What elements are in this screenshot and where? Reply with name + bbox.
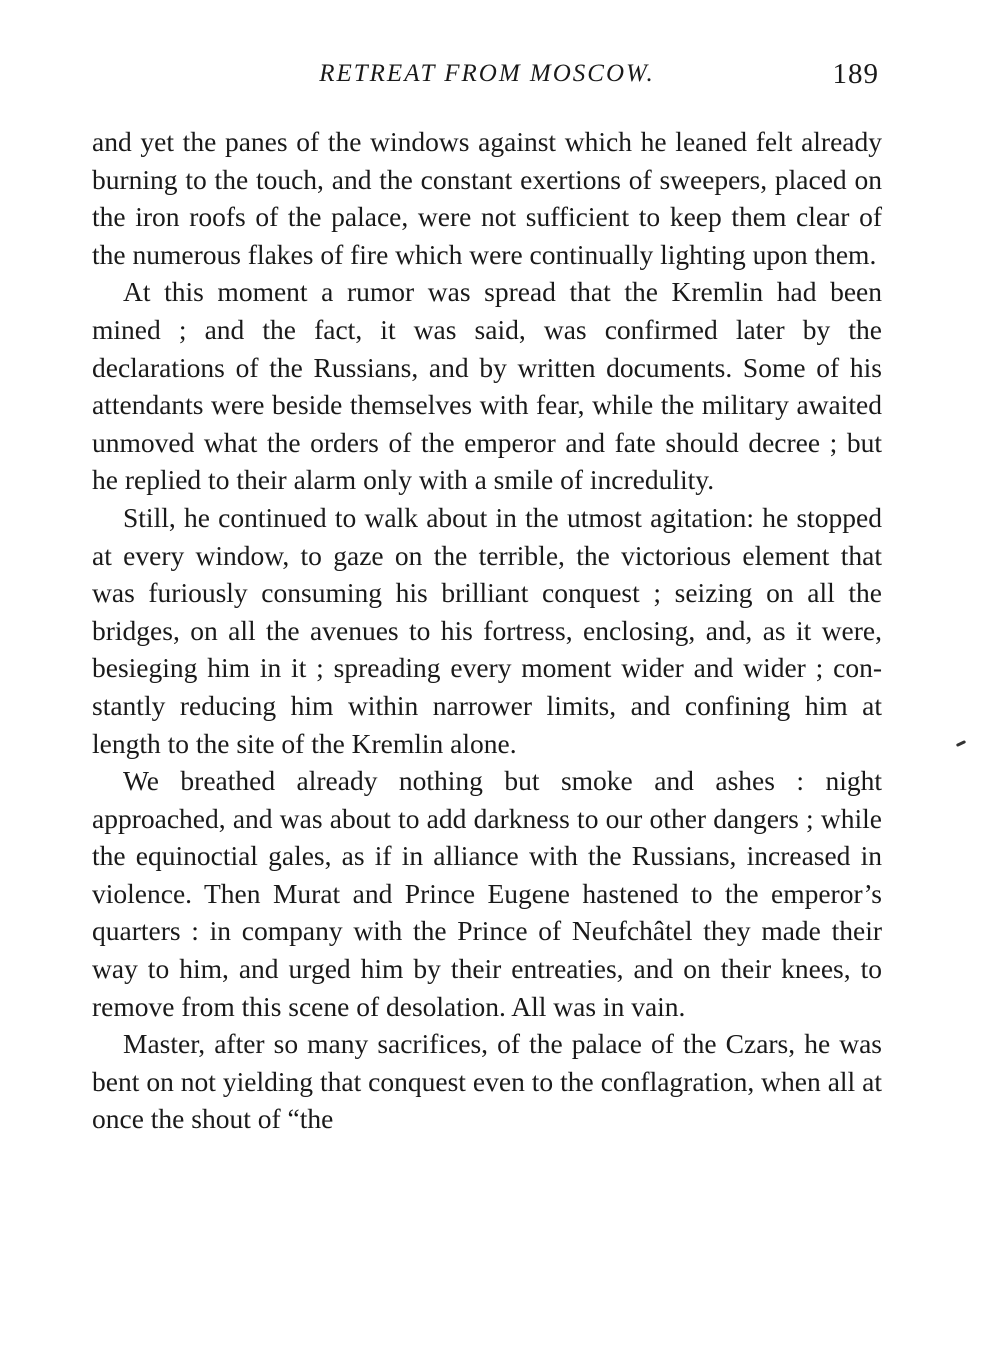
running-header — [92, 58, 882, 98]
paragraph-2: At this moment a rumor was spread that the Kremlin had been mined ; and the fact, it was said, was confirmed later by the declarations of the Russians, and by written documents. Some of his attendants were beside themselves with fear, while the military awaited unmoved what the orders of the emperor and fate should decree ; but he replied to their alarm only with a smile of incredulity. — [92, 276, 882, 496]
page-number: 189 — [832, 58, 879, 90]
running-title: RETREAT FROM MOSCOW. — [319, 60, 655, 87]
paragraph-4: We breathed already nothing but smoke and ashes : night approached, and was about to add darkness to our other dangers ; while the equinoctial gales, as if in alliance with the Russians, increased in violence. Then Murat and Prince Eugene hastened to the emperor’s quarters : in company with the Prince of Neufchâtel they made their way to him, and urged him by their entreaties, and on their knees, to remove from this scene of desolation. All was in vain. — [92, 765, 882, 1022]
paragraph-5: Master, after so many sacrifices, of the palace of the Czars, he was bent on not yielding that conquest even to the conflagration, when all at once the shout of “the — [92, 1028, 882, 1135]
paragraph-1: and yet the panes of the windows against which he leaned felt already burning to the touch, and the constant exertions of sweepers, placed on the iron roofs of the palace, were not sufficient to keep them clear of the numerous flakes of fire which were continually lighting upon them. — [92, 126, 882, 270]
body-text — [92, 123, 882, 1138]
stray-ink-mark — [956, 740, 966, 747]
paragraph-3: Still, he continued to walk about in the utmost agitation: he stopped at every window, to gaze on the terrible, the victorious element that was furiously consuming his brilliant conquest ; seizing on all the bridges, on all the avenues to his fortress, enclosing, and, as it were, besieging him in it ; spreading every moment wider and wider ; constantly reducing him within narrower limits, and confining him at length to the site of the Kremlin alone. — [92, 501, 882, 759]
book-page — [92, 58, 882, 1135]
